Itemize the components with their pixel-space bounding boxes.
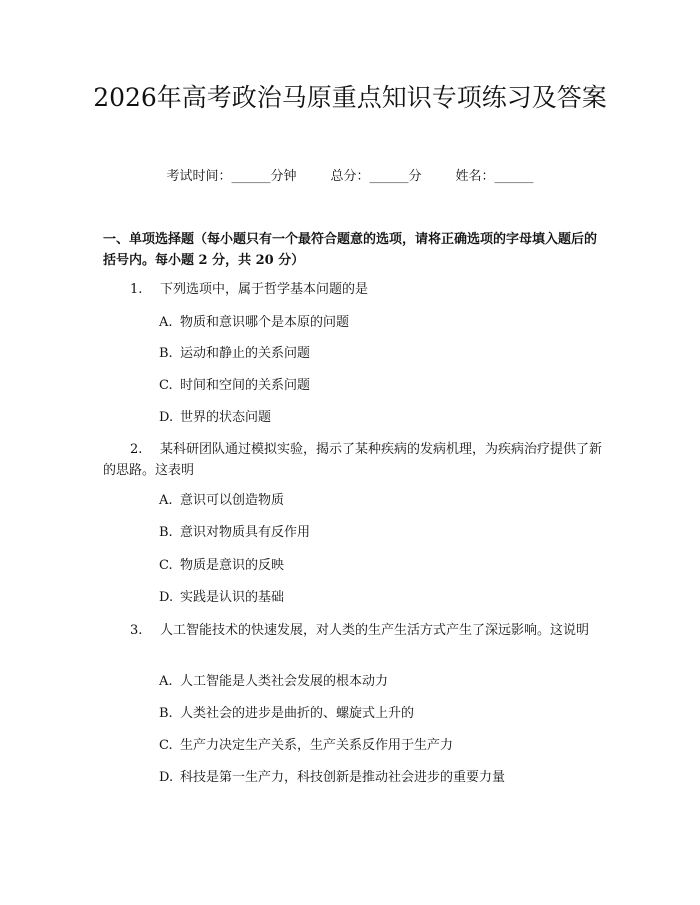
option-letter: A. xyxy=(159,493,173,508)
option-text: 科技是第一生产力，科技创新是推动社会进步的重要力量 xyxy=(180,770,506,785)
option-1a xyxy=(159,314,599,332)
exam-time-label: 考试时间： xyxy=(166,169,232,184)
option-letter: C. xyxy=(159,558,173,573)
option-2d xyxy=(159,589,599,607)
question-stem: 某科研团队通过模拟实验，揭示了某种疾病的发病机理，为疾病治疗提供了新的思路。这表明 xyxy=(103,442,603,478)
option-text: 时间和空间的关系问题 xyxy=(180,378,311,393)
option-3a xyxy=(159,673,599,691)
option-text: 意识对物质具有反作用 xyxy=(180,525,311,540)
exam-time-unit: 分钟 xyxy=(270,169,297,184)
option-letter: C. xyxy=(159,738,173,753)
question-1 xyxy=(103,279,603,300)
question-stem: 人工智能技术的快速发展，对人类的生产生活方式产生了深远影响。这说明 xyxy=(160,623,590,638)
option-text: 世界的状态问题 xyxy=(180,410,272,425)
option-text: 物质是意识的反映 xyxy=(180,558,285,573)
document-title: 2026年高考政治马原重点知识专项练习及答案 xyxy=(93,83,607,112)
option-letter: B. xyxy=(159,525,173,540)
option-letter: D. xyxy=(159,770,174,785)
option-text: 实践是认识的基础 xyxy=(180,590,285,605)
option-text: 物质和意识哪个是本原的问题 xyxy=(180,315,350,330)
option-letter: C. xyxy=(159,378,173,393)
question-stem: 下列选项中，属于哲学基本问题的是 xyxy=(160,282,369,297)
question-number: 1. xyxy=(130,282,143,297)
total-score-blank: ______ xyxy=(369,169,409,184)
question-number: 2. xyxy=(130,442,143,457)
exam-info-line xyxy=(0,168,700,186)
option-letter: D. xyxy=(159,590,174,605)
option-1d xyxy=(159,409,599,427)
option-letter: A. xyxy=(159,315,173,330)
option-1c xyxy=(159,377,599,395)
option-3c xyxy=(159,737,599,755)
option-3b xyxy=(159,705,599,723)
option-2c xyxy=(159,557,599,575)
option-3d xyxy=(159,769,599,787)
option-text: 生产力决定生产关系，生产关系反作用于生产力 xyxy=(180,738,454,753)
student-name-label: 姓名： xyxy=(455,169,495,184)
question-2 xyxy=(103,439,603,481)
option-1b xyxy=(159,345,599,363)
question-3 xyxy=(103,620,603,641)
question-number: 3. xyxy=(130,623,143,638)
option-letter: A. xyxy=(159,674,173,689)
option-letter: B. xyxy=(159,346,173,361)
total-score-label: 总分： xyxy=(330,169,370,184)
student-name-blank: ______ xyxy=(494,169,534,184)
exam-time-blank: ______ xyxy=(231,169,271,184)
total-score-unit: 分 xyxy=(408,169,422,184)
option-2a xyxy=(159,492,599,510)
option-text: 人工智能是人类社会发展的根本动力 xyxy=(180,674,389,689)
option-letter: D. xyxy=(159,410,174,425)
section-heading: 一、单项选择题（每小题只有一个最符合题意的选项，请将正确选项的字母填入题后的括号内。每小题 2 分，共 20 分） xyxy=(103,232,598,268)
option-text: 意识可以创造物质 xyxy=(180,493,285,508)
option-2b xyxy=(159,524,599,542)
option-letter: B. xyxy=(159,706,173,721)
option-text: 人类社会的进步是曲折的、螺旋式上升的 xyxy=(180,706,415,721)
option-text: 运动和静止的关系问题 xyxy=(180,346,311,361)
